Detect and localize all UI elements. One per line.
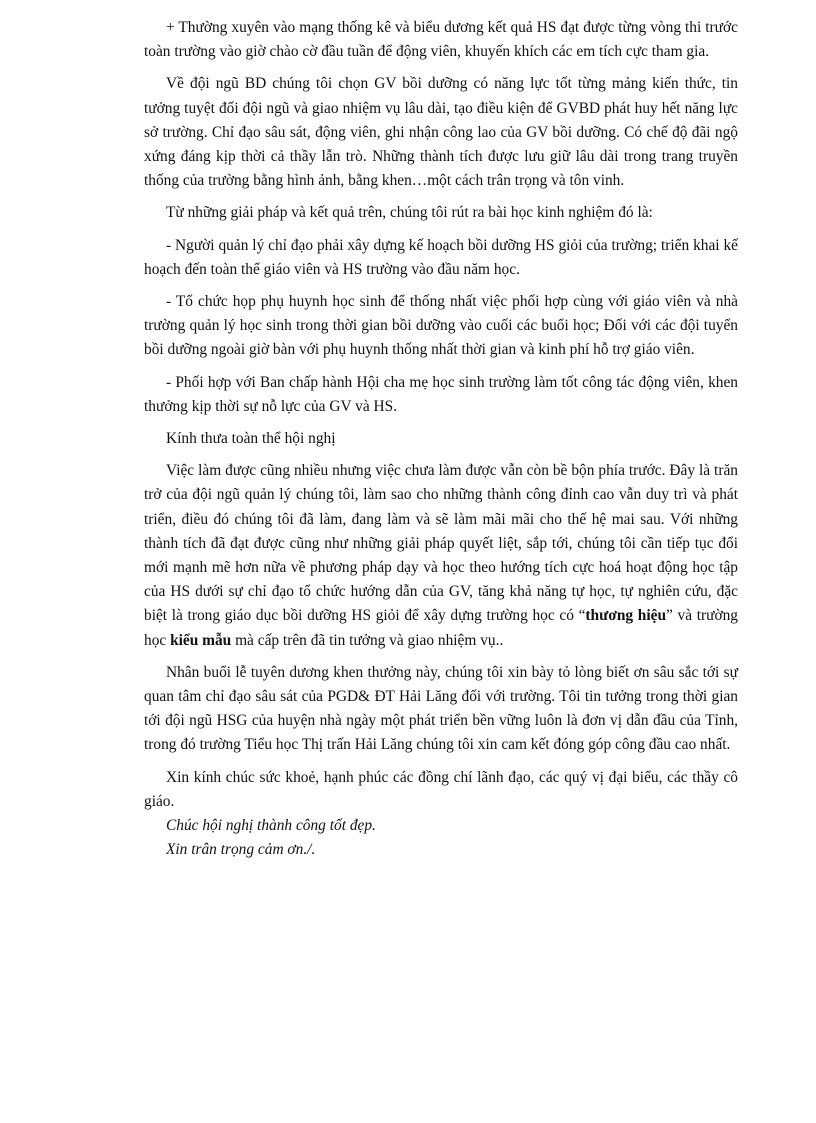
paragraph-lesson-2: - Tổ chức họp phụ huynh học sinh để thống nhất việc phối hợp cùng với giáo viên và nhà trường quản lý học sinh trong thời gian bồi dưỡng vào cuối các buổi học; Đối với các đội tuyển bồi dưỡng ngoài giờ bàn với phụ huynh thống nhất thời gian và kinh phí hỗ trợ giáo viên. — [144, 293, 738, 359]
future-plans-end: mà cấp trên đã tin tưởng và giao nhiệm vụ.. — [231, 631, 504, 649]
model-school-emphasis: kiểu mẫu — [170, 631, 232, 649]
paragraph-gratitude: Nhân buổi lễ tuyên dương khen thưởng này, chúng tôi xin bày tỏ lòng biết ơn sâu sắc tới sự quan tâm chỉ đạo sâu sát của PGD& ĐT Hải Lăng đối với trường. Tôi tin tưởng trong thời gian tới đội ngũ HSG của huyện nhà ngày một phát triển bền vững luôn là đơn vị dẫn đầu của Tỉnh, trong đó trường Tiểu học Thị trấn Hải Lăng chúng tôi xin cam kết đóng góp công đầu cao nhất. — [144, 663, 738, 754]
paragraph-statistics: + Thường xuyên vào mạng thống kê và biểu dương kết quả HS đạt được từng vòng thi trước toàn trường vào giờ chào cờ đầu tuần để động viên, khuyến khích các em tích cực tham gia. — [144, 19, 738, 61]
future-plans-middle: ” và trường học — [144, 607, 738, 649]
paragraph-lesson-3: - Phối hợp với Ban chấp hành Hội cha mẹ học sinh trường làm tốt công tác động viên, khen thưởng kịp thời sự nỗ lực của GV và HS. — [144, 373, 738, 415]
paragraph-future-plans — [144, 459, 738, 653]
paragraph-teaching-staff: Về đội ngũ BD chúng tôi chọn GV bồi dưỡng có năng lực tốt từng mảng kiến thức, tin tưởng tuyệt đối đội ngũ và giao nhiệm vụ lâu dài, tạo điều kiện để GVBD phát huy hết năng lực sở trường. Chỉ đạo sâu sát, động viên, ghi nhận công lao của GV bồi dưỡng. Có chế độ đãi ngộ xứng đáng kịp thời cả thầy lẫn trò. Những thành tích được lưu giữ lâu dài trong trang truyền thống của trường bằng hình ảnh, bằng khen…một cách trân trọng và tôn vinh. — [144, 75, 738, 190]
salutation: Kính thưa toàn thể hội nghị — [166, 430, 336, 448]
brand-emphasis: thương hiệu — [585, 607, 667, 625]
document-body — [144, 16, 738, 863]
paragraph-lesson-1: - Người quản lý chỉ đạo phải xây dựng kế hoạch bồi dưỡng HS giỏi của trường; triển khai kế hoạch đến toàn thể giáo viên và HS trường vào đầu năm học. — [144, 236, 738, 278]
closing-wish: Chúc hội nghị thành công tốt đẹp. — [166, 817, 376, 835]
paragraph-lessons-intro: Từ những giải pháp và kết quả trên, chúng tôi rút ra bài học kinh nghiệm đó là: — [166, 204, 653, 222]
future-plans-text: Việc làm được cũng nhiều nhưng việc chưa làm được vẫn còn bề bộn phía trước. Đây là trăn trở của đội ngũ quản lý chúng tôi, làm sao cho những thành công đỉnh cao vẫn duy trì và phát triển, điều đó chúng tôi đã làm, đang làm và sẽ làm mãi mãi cho thế hệ mai sau. Với những thành tích đã đạt được cũng như những giải pháp quyết liệt, sắp tới, chúng tôi cần tiếp tục đổi mới mạnh mẽ hơn nữa về phương pháp dạy và học theo hướng tích cực hoá hoạt động học tập của HS dưới sự chỉ đạo tổ chức hướng dẫn của GV, tăng khả năng tự học, tự nghiên cứu, đặc biệt là trong giáo dục bồi dưỡng HS giỏi để xây dựng trường học có “ — [144, 462, 738, 625]
paragraph-wishes: Xin kính chúc sức khoẻ, hạnh phúc các đồng chí lãnh đạo, các quý vị đại biểu, các thầy cô giáo. — [144, 768, 738, 810]
closing-thanks: Xin trân trọng cảm ơn./. — [166, 841, 316, 859]
